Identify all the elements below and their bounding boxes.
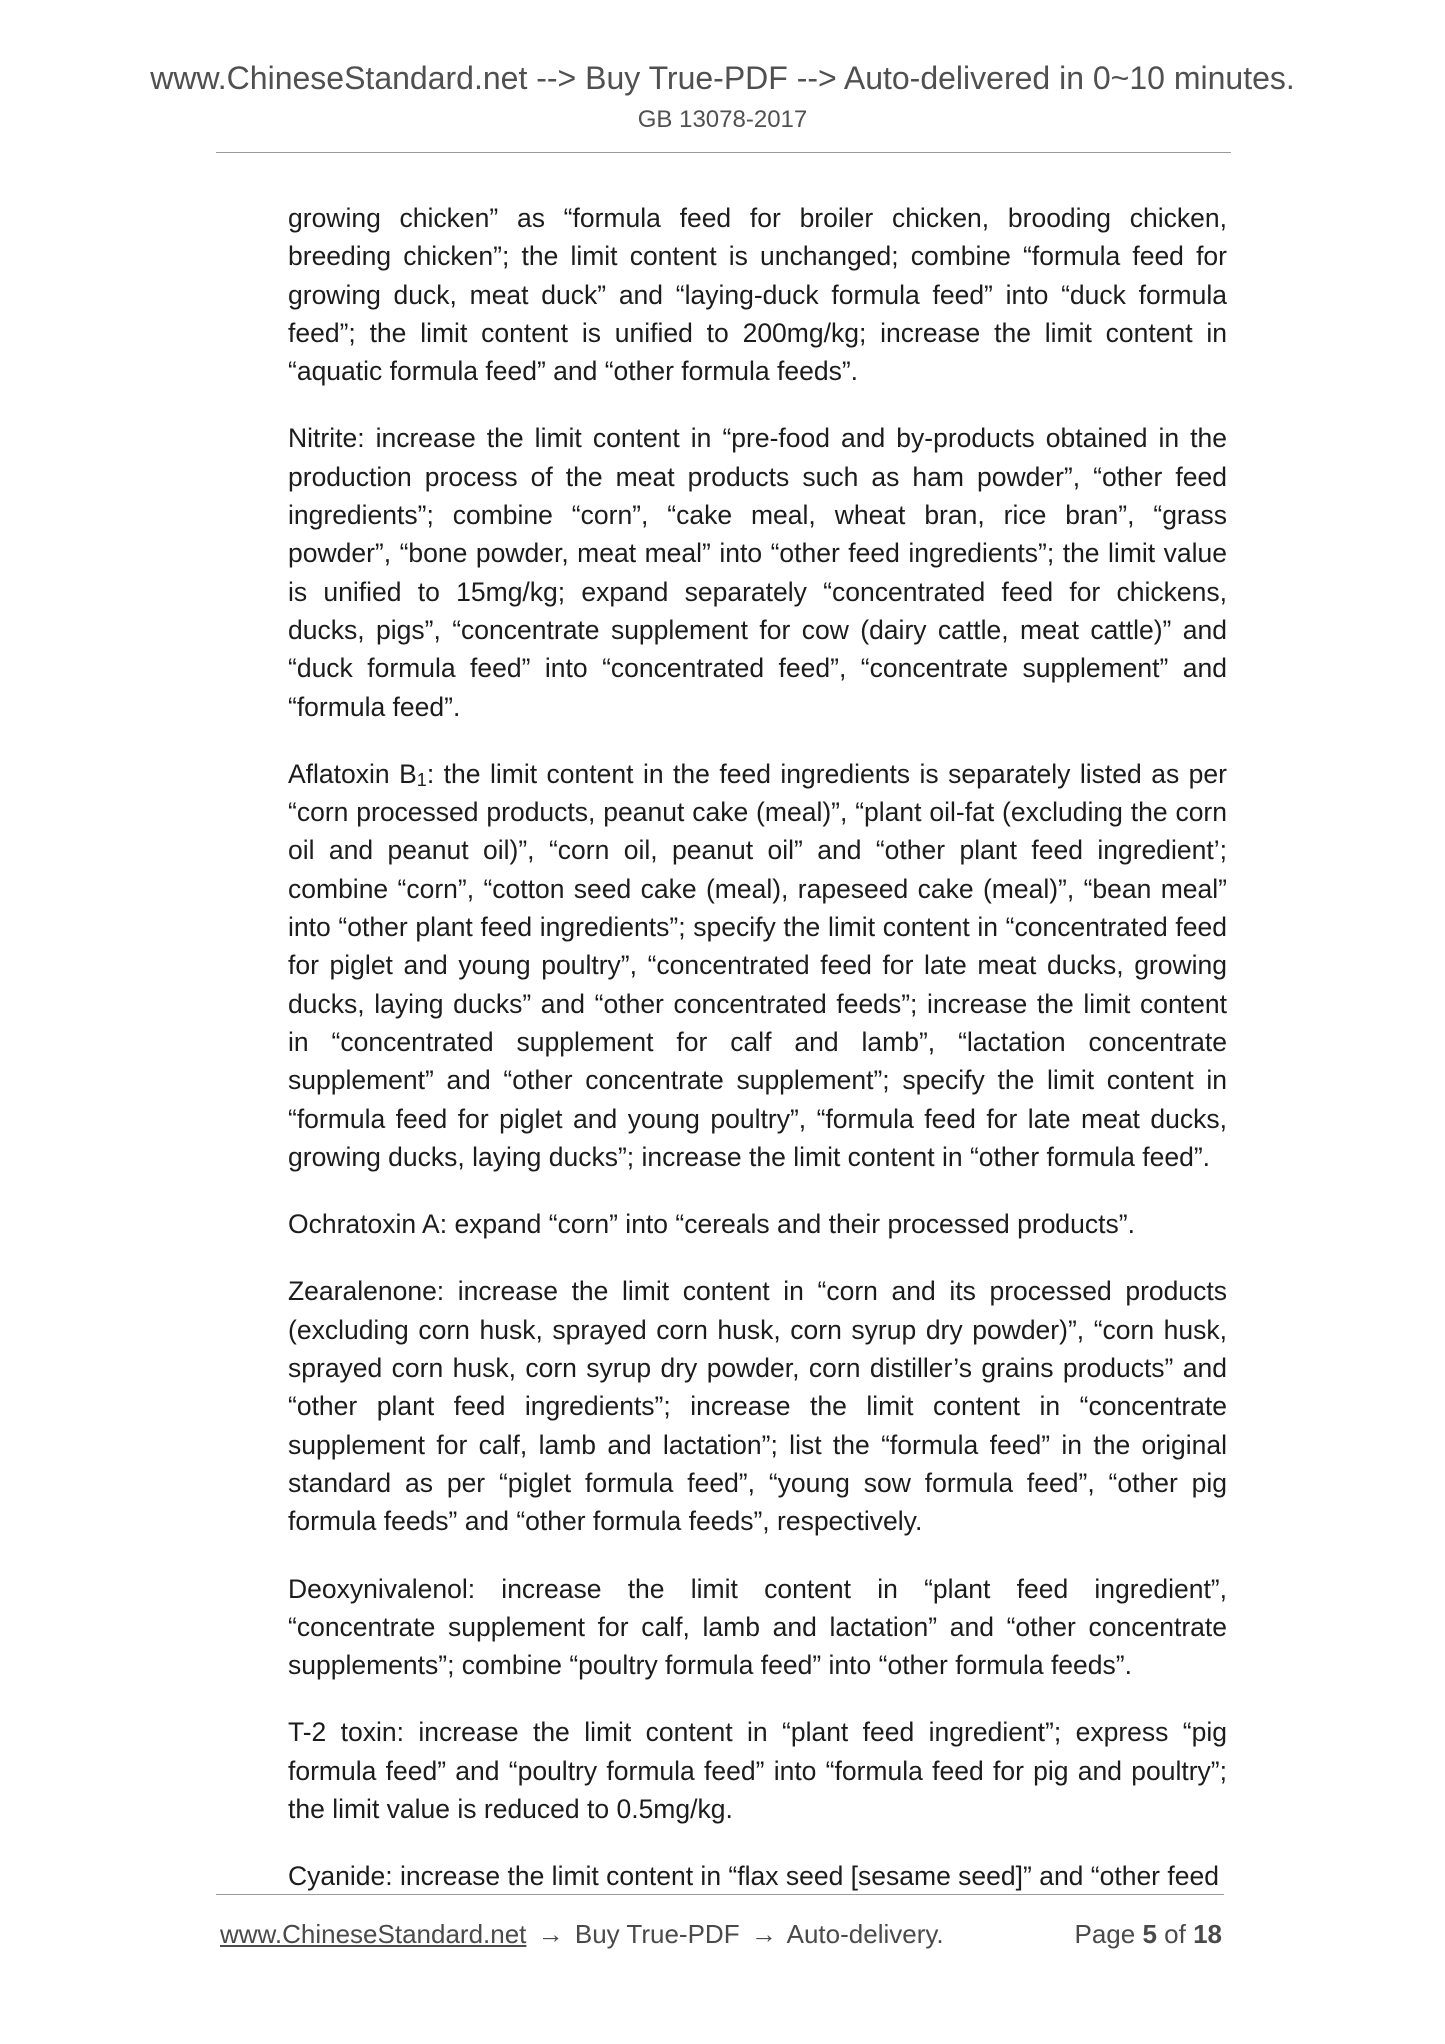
paragraph-t2-toxin: T-2 toxin: increase the limit content in “plant feed ingredient”; express “pig formula feed” and “poultry formula feed” into “formula feed for pig and poultry”; the limit value is reduced to 0.5mg/kg. <box>288 1717 1227 1824</box>
paragraph-aflatoxin <box>288 755 1227 1176</box>
page-current: 5 <box>1142 1919 1157 1949</box>
header-divider <box>216 152 1231 153</box>
document-body <box>288 199 1227 1925</box>
paragraph-deoxynivalenol: Deoxynivalenol: increase the limit content in “plant feed ingredient”, “concentrate supplement for calf, lamb and lactation” and “other concentrate supplements”; combine “poultry formula feed” into “other formula feeds”. <box>288 1573 1227 1681</box>
paragraph-ochratoxin: Ochratoxin A: expand “corn” into “cereals and their processed products”. <box>288 1209 1135 1240</box>
document-number: GB 13078-2017 <box>637 106 808 133</box>
footer-divider <box>216 1894 1224 1895</box>
footer-links <box>220 1914 944 1954</box>
buy-true-pdf-text: Buy True-PDF <box>574 1919 740 1949</box>
page-total: 18 <box>1193 1919 1222 1949</box>
arrow-right-icon: → <box>750 1919 777 1949</box>
page-indicator <box>1074 1914 1222 1954</box>
aflatoxin-text: : the limit content in the feed ingredients is separately listed as per “corn processed products, peanut cake (meal)”, “plant oil-fat (excluding the corn oil and peanut oil)”, “corn oil, peanut oil” and “other plant feed ingredient’; combine “corn”, “cotton seed cake (meal), rapeseed cake (meal)”, “bean meal” into “other plant feed ingredients”; specify the limit content in “concentrated feed for piglet and young poultry”, “concentrated feed for late meat ducks, growing ducks, laying ducks” and “other concentrated feeds”; increase the limit content in “concentrated supplement for calf and lamb”, “lactation concentrate supplement” and “other concentrate supplement”; specify the limit content in “formula feed for piglet and young poultry”, “formula feed for late meat ducks, growing ducks, laying ducks”; increase the limit content in “other formula feed”. <box>288 758 1227 1172</box>
paragraph-nitrite: Nitrite: increase the limit content in “pre-food and by-products obtained in the production process of the meat products such as ham powder”, “other feed ingredients”; combine “corn”, “cake meal, wheat bran, rice bran”, “grass powder”, “bone powder, meat meal” into “other feed ingredients”; the limit value is unified to 15mg/kg; expand separately “concentrated feed for chickens, ducks, pigs”, “concentrate supplement for cow (dairy cattle, meat cattle)” and “duck formula feed” into “concentrated feed”, “concentrate supplement” and “formula feed”. <box>288 423 1227 722</box>
page-of-label: of <box>1164 1919 1186 1949</box>
aflatoxin-subscript: 1 <box>416 769 427 790</box>
aflatoxin-prefix: Aflatoxin B <box>288 758 417 789</box>
page-footer <box>220 1914 1220 1954</box>
page-label: Page <box>1074 1919 1136 1949</box>
paragraph-zearalenone: Zearalenone: increase the limit content in “corn and its processed products (excluding corn husk, sprayed corn husk, corn syrup dry powder)”, “corn husk, sprayed corn husk, corn syrup dry powder, corn distiller’s grains products” and “other plant feed ingredients”; increase the limit content in “concentrate supplement for calf, lamb and lactation”; list the “formula feed” in the original standard as per “piglet formula feed”, “young sow formula feed”, “other pig formula feeds” and “other formula feeds”, respectively. <box>288 1276 1227 1537</box>
paragraph-formula-feed: growing chicken” as “formula feed for broiler chicken, brooding chicken, breeding chicken”; the limit content is unchanged; combine “formula feed for growing duck, meat duck” and “laying-duck formula feed” into “duck formula feed”; the limit content is unified to 200mg/kg; increase the limit content in “aquatic formula feed” and “other formula feeds”. <box>288 203 1227 387</box>
header-banner: www.ChineseStandard.net --> Buy True-PDF --> Auto-delivered in 0~10 minutes. <box>150 60 1295 96</box>
website-link[interactable]: www.ChineseStandard.net <box>220 1919 527 1949</box>
paragraph-cyanide: Cyanide: increase the limit content in “flax seed [sesame seed]” and “other feed <box>288 1861 1219 1892</box>
arrow-right-icon: → <box>537 1919 564 1949</box>
auto-delivery-text: Auto-delivery. <box>786 1919 944 1949</box>
